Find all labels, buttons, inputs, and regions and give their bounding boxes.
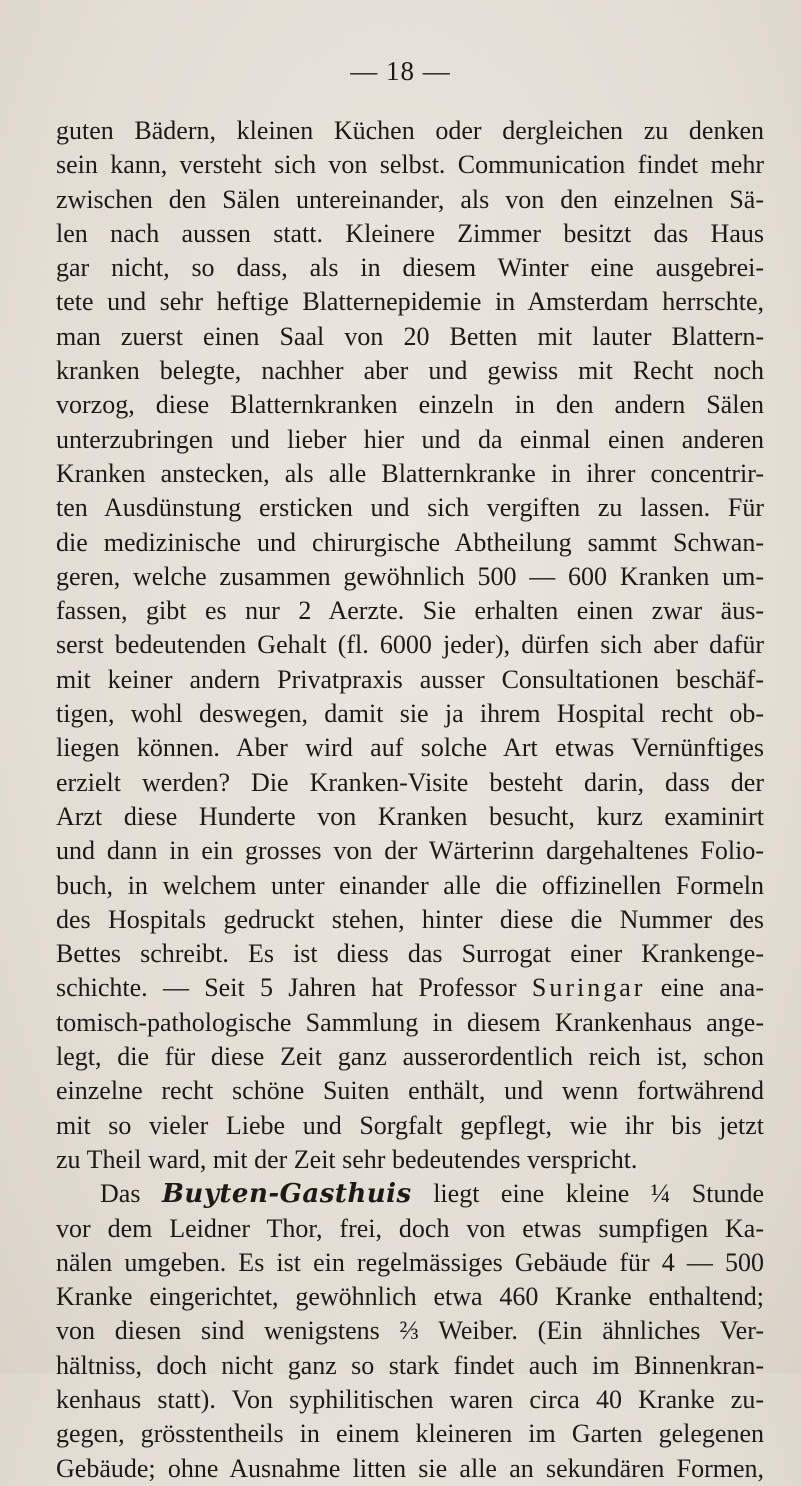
- text-line: unterzubringen und lieber hier und da einmal einen anderen: [56, 424, 764, 454]
- fraction-two-thirds: ⅔: [399, 1316, 420, 1346]
- text-line: Gebäude; ohne Ausnahme litten sie alle an sekundären Formen,: [56, 1453, 764, 1483]
- text-line: einzelne recht schöne Suiten enthält, und wenn fortwährend: [56, 1076, 764, 1106]
- text-line: Kranke eingerichtet, gewöhnlich etwa 460 Kranke enthaltend;: [56, 1282, 764, 1312]
- text-line: tomisch-pathologische Sammlung in diesem Krankenhaus ange-: [56, 1007, 764, 1037]
- page-number: — 18 —: [350, 56, 451, 86]
- text-line: serst bedeutenden Gehalt (fl. 6000 jeder), dürfen sich aber dafür: [56, 630, 764, 660]
- text-segment: Das: [100, 1179, 162, 1209]
- text-segment: schichte. — Seit 5 Jahren hat Professor: [56, 973, 532, 1003]
- text-line: liegen können. Aber wird auf solche Art etwas Vernünftiges: [56, 733, 764, 763]
- text-line: vorzog, diese Blatternkranken einzeln in den andern Sälen: [56, 390, 764, 420]
- text-line: zu Theil ward, mit der Zeit sehr bedeutendes verspricht.: [56, 1144, 638, 1174]
- text-line: tigen, wohl deswegen, damit sie ja ihrem Hospital recht ob-: [56, 699, 764, 729]
- text-line: vor dem Leidner Thor, frei, doch von etwas sumpfigen Ka-: [56, 1213, 764, 1243]
- text-line-paragraph-start: [56, 1177, 764, 1211]
- text-line: man zuerst einen Saal von 20 Betten mit lauter Blattern-: [56, 321, 764, 351]
- text-line: die medizinische und chirurgische Abtheilung sammt Schwan-: [56, 527, 764, 557]
- text-line: buch, in welchem unter einander alle die offizinellen Formeln: [56, 870, 764, 900]
- text-line: zwischen den Sälen untereinander, als von den einzelnen Sä-: [56, 184, 764, 214]
- text-line: und dann in ein grosses von der Wärterinn dargehaltenes Folio-: [56, 836, 764, 866]
- text-line: kranken belegte, nachher aber und gewiss mit Recht noch: [56, 356, 764, 386]
- text-line: guten Bädern, kleinen Küchen oder dergleichen zu denken: [56, 116, 764, 145]
- text-line: legt, die für diese Zeit ganz ausserordentlich reich ist, schon: [56, 1042, 764, 1072]
- fraction-quarter: ¼: [650, 1179, 671, 1209]
- text-segment: liegt eine kleine: [411, 1179, 651, 1209]
- person-name-suringar: Suringar: [531, 973, 646, 1003]
- text-segment: eine ana-: [645, 973, 765, 1003]
- text-line: mit so vieler Liebe und Sorgfalt gepflegt, wie ihr bis jetzt: [56, 1110, 764, 1140]
- text-line: Kranken anstecken, als alle Blatternkranke in ihrer concentrir-: [56, 458, 764, 488]
- text-line: erzielt werden? Die Kranken-Visite besteht darin, dass der: [56, 767, 764, 797]
- text-line: nälen umgeben. Es ist ein regelmässiges Gebäude für 4 — 500: [56, 1247, 764, 1277]
- text-line: ten Ausdünstung ersticken und sich vergiften zu lassen. Für: [56, 493, 764, 523]
- text-line: tete und sehr heftige Blatternepidemie in Amsterdam herrschte,: [56, 287, 764, 317]
- text-line: mit keiner andern Privatpraxis ausser Consultationen beschäf-: [56, 664, 764, 694]
- text-line: [56, 1314, 764, 1348]
- text-segment: Stunde: [670, 1179, 764, 1209]
- body-text: [56, 114, 764, 1486]
- text-line: sein kann, versteht sich von selbst. Communication findet mehr: [56, 150, 764, 180]
- text-line: gegen, grösstentheils in einem kleineren im Garten gelegenen: [56, 1419, 764, 1449]
- text-line: gar nicht, so dass, als in diesem Winter eine ausgebrei-: [56, 253, 764, 283]
- text-segment: Weiber. (Ein ähnliches Ver-: [419, 1316, 764, 1346]
- text-line: Arzt diese Hunderte von Kranken besucht, kurz examinirt: [56, 801, 764, 831]
- text-line: fassen, gibt es nur 2 Aerzte. Sie erhalten einen zwar äus-: [56, 596, 764, 626]
- text-line: geren, welche zusammen gewöhnlich 500 — 600 Kranken um-: [56, 561, 764, 591]
- text-line: len nach aussen statt. Kleinere Zimmer besitzt das Haus: [56, 218, 764, 248]
- text-line: des Hospitals gedruckt stehen, hinter diese die Nummer des: [56, 904, 764, 934]
- hospital-name-buyten-gasthuis: Buyten-Gasthuis: [161, 1179, 412, 1210]
- text-line: kenhaus statt). Von syphilitischen waren circa 40 Kranke zu-: [56, 1384, 764, 1414]
- text-line: [56, 971, 764, 1005]
- text-segment: von diesen sind wenigstens: [56, 1316, 400, 1346]
- text-line: Bettes schreibt. Es ist diess das Surrogat einer Krankenge-: [56, 939, 764, 969]
- text-line: hältniss, doch nicht ganz so stark findet auch im Binnenkran-: [56, 1350, 764, 1380]
